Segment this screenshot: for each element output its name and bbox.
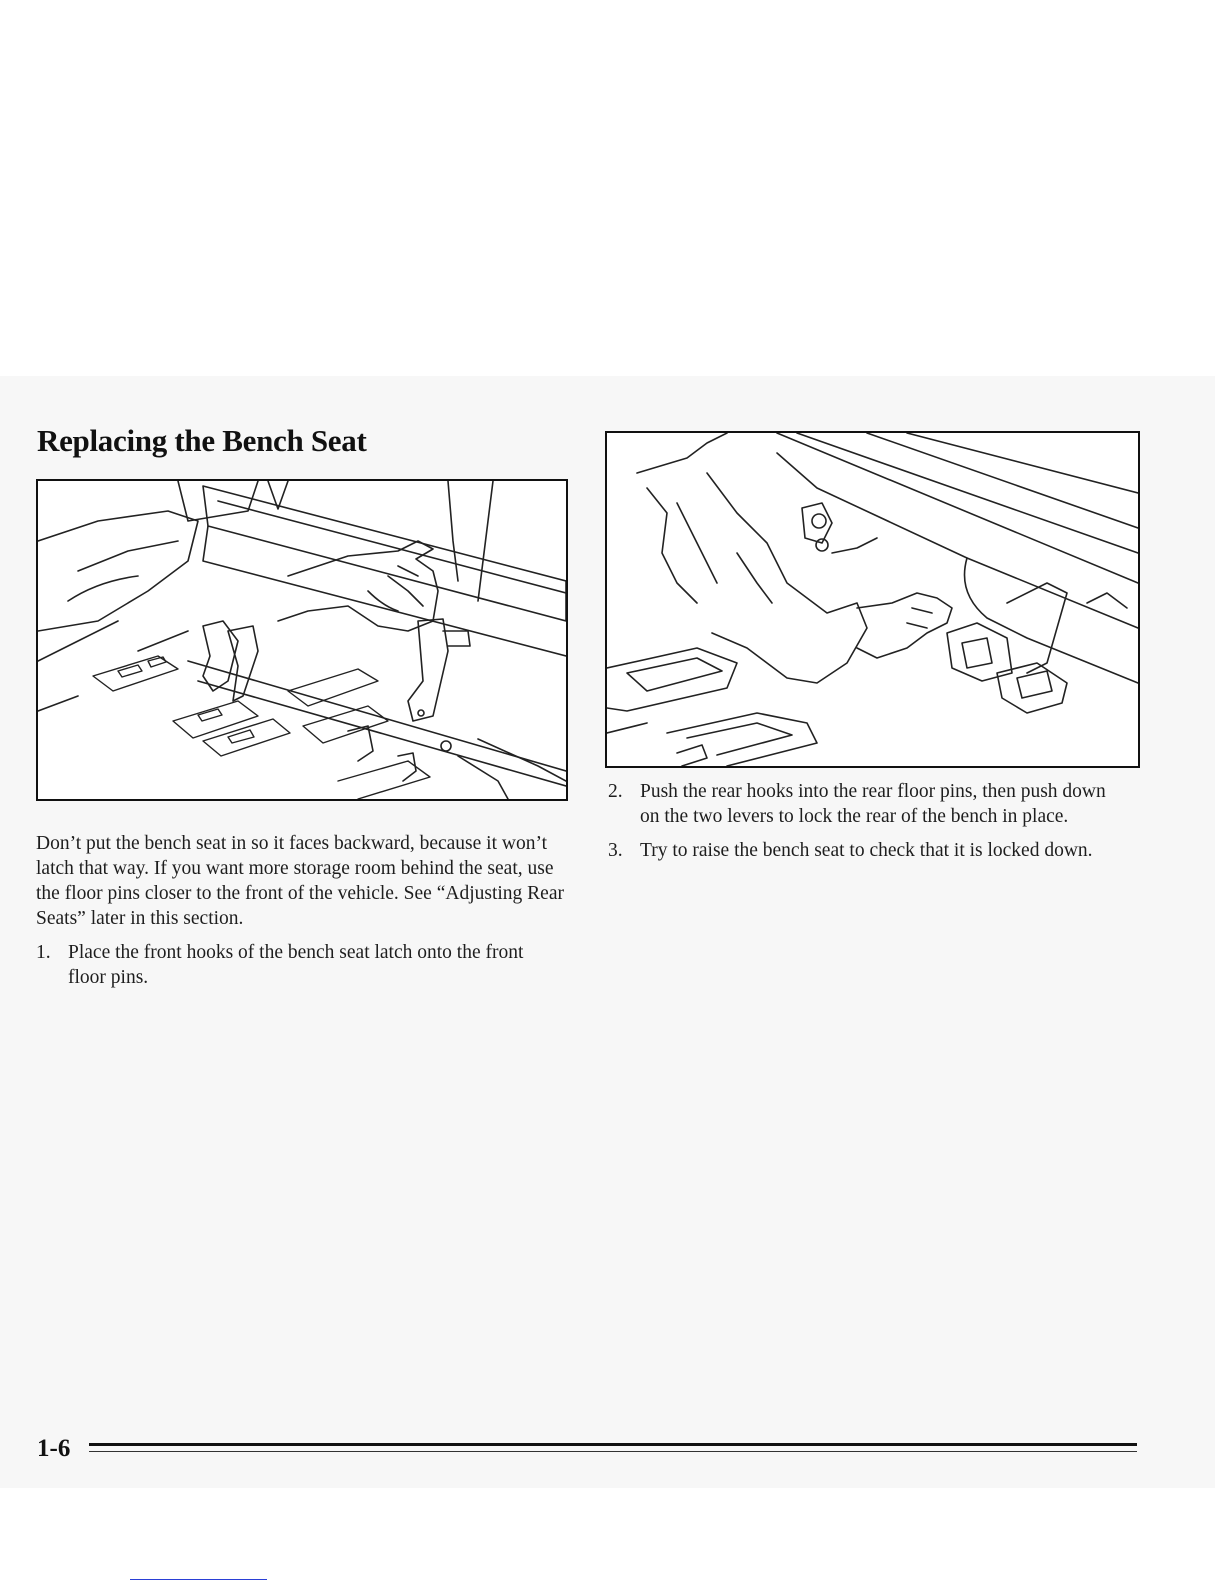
left-column: [36, 831, 566, 999]
step-number: 3.: [608, 840, 623, 861]
step-text: Try to raise the bench seat to check that it is locked down.: [640, 840, 1093, 861]
section-title: Replacing the Bench Seat: [37, 423, 367, 458]
footer-rule-thin: [89, 1451, 1137, 1452]
step-item: [608, 838, 1128, 863]
step-item: [36, 940, 566, 990]
intro-paragraph: Don’t put the bench seat in so it faces backward, because it won’t latch that way. If you want more storage room behind the seat, use the floor pins closer to the front of the vehicle. See “Adjusting Rear Seats” later in this section.: [36, 833, 564, 929]
step-number: 2.: [608, 781, 623, 802]
step-text: Place the front hooks of the bench seat latch onto the front floor pins.: [68, 942, 524, 988]
step-number: 1.: [36, 942, 51, 963]
step-text: Push the rear hooks into the rear floor pins, then push down on the two levers to lock the rear of the bench in place.: [640, 781, 1106, 827]
manual-page: [0, 376, 1215, 1488]
link-underline: [130, 1579, 267, 1580]
footer-rule: [89, 1443, 1137, 1446]
step-item: [608, 779, 1128, 829]
page-footer: [37, 1435, 1137, 1463]
page-number: 1-6: [37, 1435, 71, 1462]
rear-hooks-illustration: [605, 431, 1140, 768]
right-column: [608, 779, 1128, 872]
front-hooks-illustration: [36, 479, 568, 801]
